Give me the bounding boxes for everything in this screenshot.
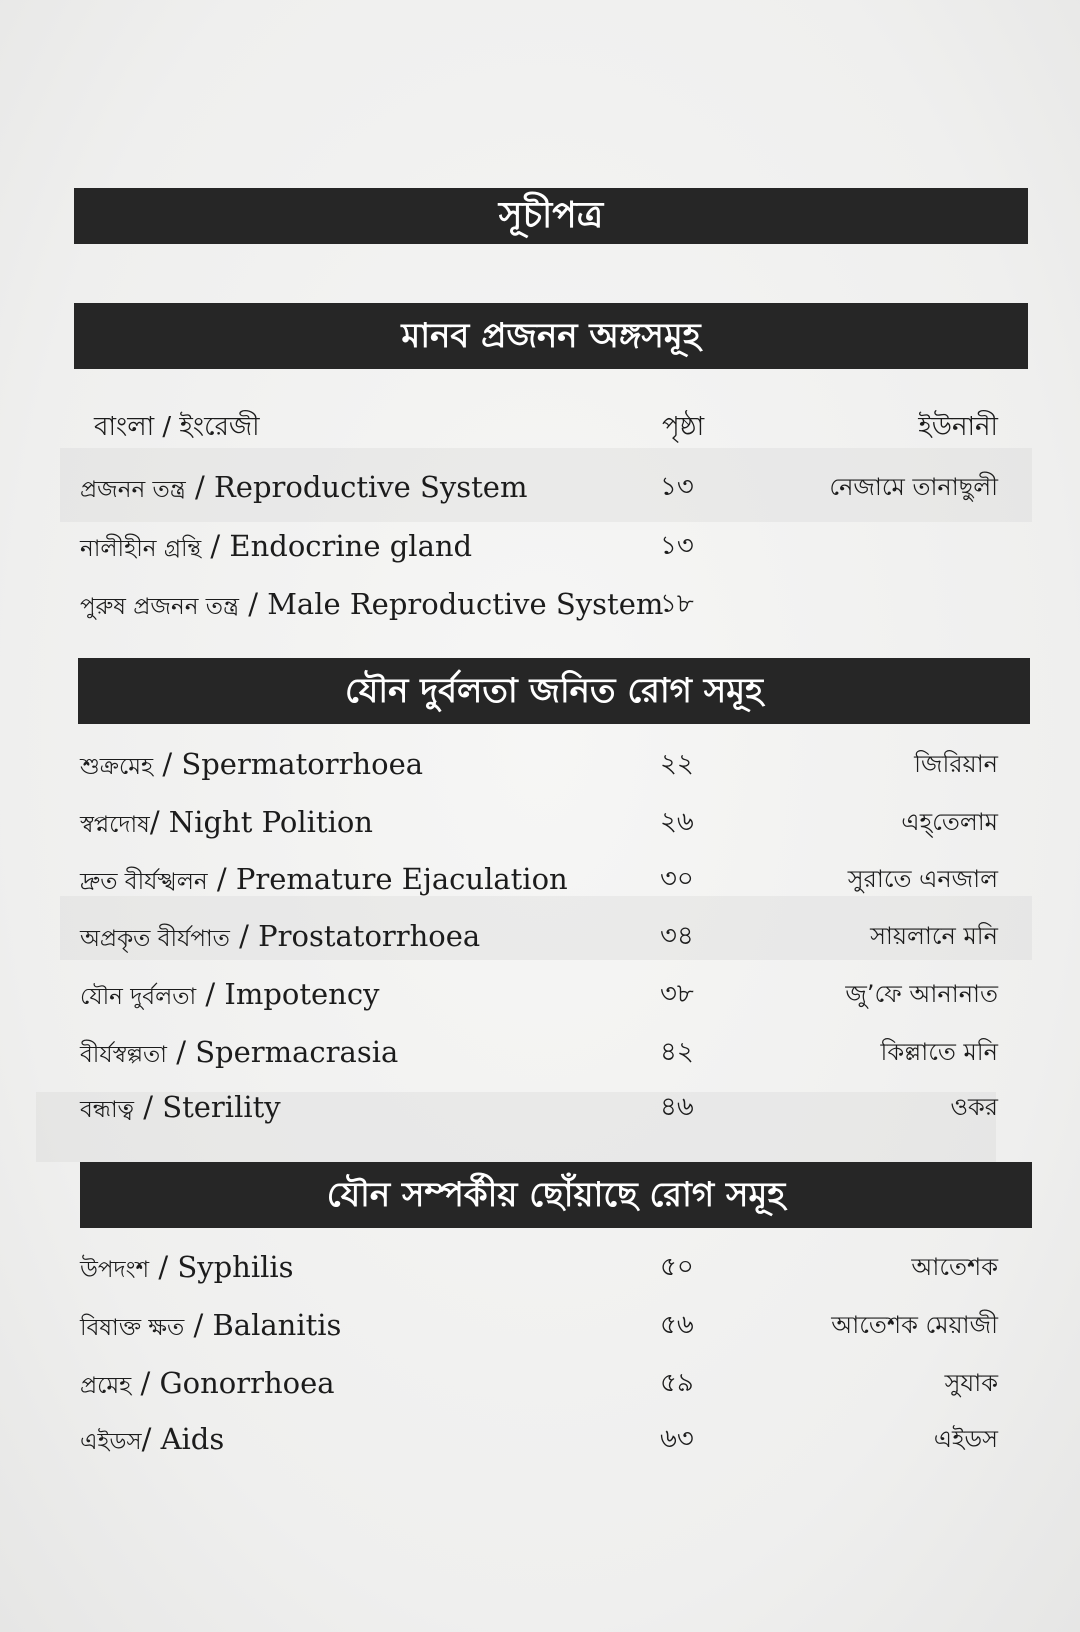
toc-entry-page: ৫০ bbox=[660, 1252, 694, 1282]
toc-entry-english: / Endocrine gland bbox=[201, 529, 473, 563]
toc-entry-unani: ওকর bbox=[950, 1093, 998, 1121]
toc-entry-name bbox=[80, 1302, 341, 1351]
toc-entry-unani: নেজামে তানাছুলী bbox=[829, 473, 998, 501]
toc-entry-bangla: অপ্রকৃত বীর্যপাত bbox=[80, 926, 230, 952]
toc-row bbox=[80, 464, 998, 510]
toc-entry-page: ৪২ bbox=[660, 1037, 694, 1067]
toc-entry-english: / Male Reproductive System bbox=[239, 587, 664, 621]
toc-entry-name bbox=[80, 1416, 224, 1465]
toc-row bbox=[80, 741, 998, 787]
toc-entry-page: ৫৬ bbox=[660, 1310, 694, 1340]
toc-row bbox=[80, 856, 998, 902]
toc-entry-page: ৩৪ bbox=[660, 921, 694, 951]
toc-entry-page: ২৬ bbox=[660, 807, 694, 837]
section-heading-sexual-weakness: যৌন দুর্বলতা জনিত রোগ সমূহ bbox=[78, 658, 1030, 724]
toc-entry-name bbox=[80, 1084, 281, 1133]
toc-entry-page: ২২ bbox=[660, 749, 694, 779]
toc-entry-bangla: প্রজনন তন্ত্র bbox=[80, 477, 186, 503]
toc-entry-unani: আতেশক মেয়াজী bbox=[831, 1311, 998, 1339]
toc-entry-unani: কিল্লাতে মনি bbox=[880, 1038, 998, 1066]
toc-entry-page: ১৩ bbox=[660, 472, 694, 502]
toc-entry-english: / Reproductive System bbox=[185, 470, 528, 504]
toc-entry-bangla: যৌন দুর্বলতা bbox=[80, 984, 197, 1010]
toc-entry-bangla: উপদংশ bbox=[80, 1257, 150, 1283]
section-heading-sexually-transmitted: যৌন সম্পর্কীয় ছোঁয়াছে রোগ সমূহ bbox=[80, 1162, 1032, 1228]
page-title: সূচীপত্র bbox=[74, 188, 1028, 244]
toc-entry-english: / Prostatorrhoea bbox=[229, 919, 481, 953]
toc-row bbox=[80, 971, 998, 1017]
toc-entry-bangla: পুরুষ প্রজনন তন্ত্র bbox=[80, 594, 239, 620]
toc-entry-english: / Balanitis bbox=[184, 1308, 342, 1342]
section-heading-reproductive-organs: মানব প্রজনন অঙ্গসমূহ bbox=[74, 303, 1028, 369]
column-header-row bbox=[92, 402, 998, 452]
toc-entry-bangla: শুক্রমেহ bbox=[80, 754, 154, 780]
toc-entry-name bbox=[80, 1244, 294, 1293]
toc-entry-name bbox=[80, 523, 472, 572]
toc-entry-english: / Impotency bbox=[196, 977, 380, 1011]
toc-entry-bangla: স্বপ্নদোষ bbox=[80, 812, 150, 838]
toc-row bbox=[80, 799, 998, 845]
toc-entry-bangla: দ্রুত বীর্যস্খলন bbox=[80, 869, 208, 895]
toc-entry-english: / Spermacrasia bbox=[166, 1035, 399, 1069]
toc-entry-name bbox=[80, 741, 423, 790]
toc-entry-unani: সুরাতে এনজাল bbox=[847, 865, 998, 893]
column-header-unani: ইউনানী bbox=[918, 412, 998, 442]
toc-entry-english: / Spermatorrhoea bbox=[153, 747, 424, 781]
toc-entry-page: ৩৮ bbox=[660, 979, 694, 1009]
toc-entry-unani: সুযাক bbox=[944, 1369, 998, 1397]
toc-entry-bangla: নালীহীন গ্রন্থি bbox=[80, 536, 202, 562]
toc-entry-unani: জিরিয়ান bbox=[914, 750, 998, 778]
toc-row bbox=[80, 1084, 998, 1130]
toc-entry-page: ৬৩ bbox=[660, 1424, 694, 1454]
toc-row bbox=[80, 1302, 998, 1348]
toc-entry-bangla: বীর্যস্বল্পতা bbox=[80, 1042, 167, 1068]
toc-entry-page: ১৩ bbox=[660, 531, 694, 561]
toc-entry-bangla: প্রমেহ bbox=[80, 1373, 132, 1399]
toc-entry-bangla: এইডস bbox=[80, 1429, 142, 1455]
toc-row bbox=[80, 581, 998, 627]
toc-entry-page: ৫৯ bbox=[660, 1368, 694, 1398]
toc-row bbox=[80, 913, 998, 959]
toc-entry-english: / Night Polition bbox=[149, 805, 373, 839]
toc-row bbox=[80, 523, 998, 569]
toc-entry-page: ৪৬ bbox=[660, 1092, 694, 1122]
toc-entry-unani: জু’ফে আনানাত bbox=[845, 980, 998, 1008]
toc-row bbox=[80, 1360, 998, 1406]
toc-entry-name bbox=[80, 799, 373, 848]
toc-row bbox=[80, 1244, 998, 1290]
toc-entry-unani: আতেশক bbox=[911, 1253, 998, 1281]
toc-entry-unani: এইডস bbox=[933, 1425, 998, 1453]
toc-entry-page: ৩০ bbox=[660, 864, 694, 894]
toc-entry-unani: এহ্‌তেলাম bbox=[901, 808, 998, 836]
column-header-bangla-english: বাংলা / ইংরেজী bbox=[94, 412, 260, 442]
toc-entry-english: / Gonorrhoea bbox=[131, 1366, 335, 1400]
toc-entry-name bbox=[80, 856, 568, 905]
column-header-page: পৃষ্ঠা bbox=[662, 412, 705, 442]
toc-entry-name bbox=[80, 913, 480, 962]
toc-entry-name bbox=[80, 1029, 398, 1078]
toc-entry-name bbox=[80, 581, 663, 630]
toc-row bbox=[80, 1029, 998, 1075]
toc-entry-name bbox=[80, 971, 379, 1020]
toc-entry-bangla: বন্ধাত্ব bbox=[80, 1097, 135, 1123]
toc-entry-name bbox=[80, 464, 527, 513]
toc-row bbox=[80, 1416, 998, 1462]
toc-entry-name bbox=[80, 1360, 335, 1409]
toc-entry-bangla: বিষাক্ত ক্ষত bbox=[80, 1315, 185, 1341]
toc-entry-unani: সায়লানে মনি bbox=[870, 922, 998, 950]
toc-entry-english: / Syphilis bbox=[149, 1250, 294, 1284]
toc-entry-page: ১৮ bbox=[660, 589, 694, 619]
toc-entry-english: / Premature Ejaculation bbox=[207, 862, 568, 896]
toc-entry-english: / Sterility bbox=[134, 1090, 281, 1124]
toc-entry-english: / Aids bbox=[141, 1422, 225, 1456]
